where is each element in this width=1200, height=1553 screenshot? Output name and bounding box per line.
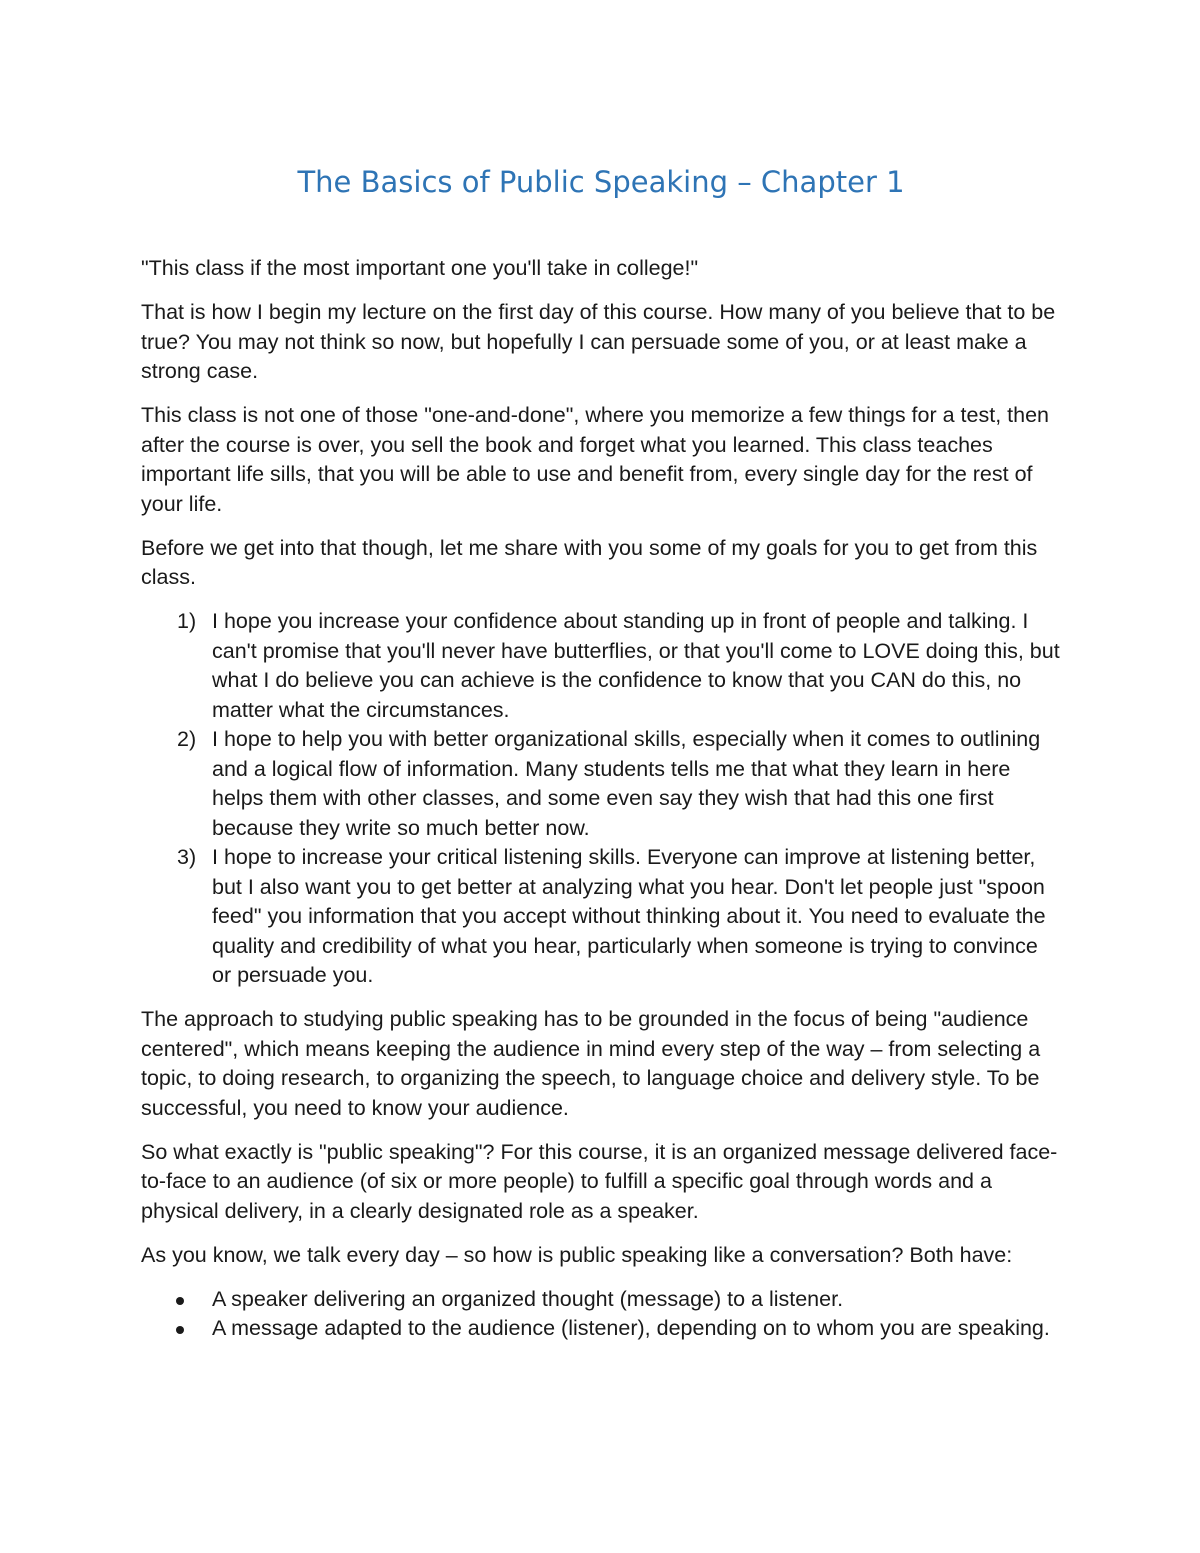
- paragraph: That is how I begin my lecture on the first day of this course. How many of you believe that to be true? You may not think so now, but hopefully I can persuade some of you, or at least make a strong case.: [141, 300, 1056, 383]
- goals-list: [141, 607, 1061, 991]
- goal-number: 2): [177, 727, 197, 751]
- paragraph: Before we get into that though, let me share with you some of my goals for you to get from this class.: [141, 535, 1038, 589]
- goal-text: I hope to help you with better organizational skills, especially when it comes to outlining and a logical flow of information. Many students tells me that what they learn in here helps them with other classes, and some even say they wish that had this one first because they write so much better now.: [212, 727, 1041, 840]
- paragraph: This class is not one of those "one-and-done", where you memorize a few things for a test, then after the course is over, you sell the book and forget what you learned. This class teaches important life sills, that you will be able to use and benefit from, every single day for the rest of your life.: [141, 403, 1049, 516]
- document-body: [141, 160, 1061, 1358]
- bullet-item: [141, 1285, 1061, 1315]
- opening-quote: "This class if the most important one you'll take in college!": [141, 256, 699, 280]
- paragraph: The approach to studying public speaking has to be grounded in the focus of being "audience centered", which means keeping the audience in mind every step of the way – from selecting a topic, to doing research, to organizing the speech, to language choice and delivery style. To be successful, you need to know your audience.: [141, 1007, 1041, 1120]
- document-title: The Basics of Public Speaking – Chapter 1: [297, 165, 905, 199]
- goal-number: 3): [177, 845, 197, 869]
- goal-text: I hope you increase your confidence about standing up in front of people and talking. I can't promise that you'll never have butterflies, or that you'll come to LOVE doing this, but what I do believe you can achieve is the confidence to know that you CAN do this, no matter what the circumstances.: [212, 609, 1060, 722]
- goal-item: [141, 607, 1061, 725]
- paragraph: So what exactly is "public speaking"? For this course, it is an organized message delivered face-to-face to an audience (of six or more people) to fulfill a specific goal through words and a physical delivery, in a clearly designated role as a speaker.: [141, 1139, 1058, 1223]
- goal-text: I hope to increase your critical listening skills. Everyone can improve at listening better, but I also want you to get better at analyzing what you hear. Don't let people just "spoon feed" you information that you accept without thinking about it. You need to evaluate the quality and credibility of what you hear, particularly when someone is trying to convince or persuade you.: [212, 845, 1046, 987]
- bullet-dot-icon: [176, 1326, 184, 1334]
- bullet-text: A message adapted to the audience (listener), depending on to whom you are speaking.: [212, 1316, 1050, 1340]
- paragraph: As you know, we talk every day – so how is public speaking like a conversation? Both have:: [141, 1242, 1013, 1267]
- bullet-list: [141, 1285, 1061, 1344]
- bullet-item: [141, 1314, 1061, 1344]
- bullet-text: A speaker delivering an organized thought (message) to a listener.: [212, 1286, 844, 1311]
- bullet-dot-icon: [176, 1297, 184, 1305]
- goal-item: [141, 725, 1061, 843]
- goal-item: [141, 843, 1061, 991]
- goal-number: 1): [177, 609, 197, 633]
